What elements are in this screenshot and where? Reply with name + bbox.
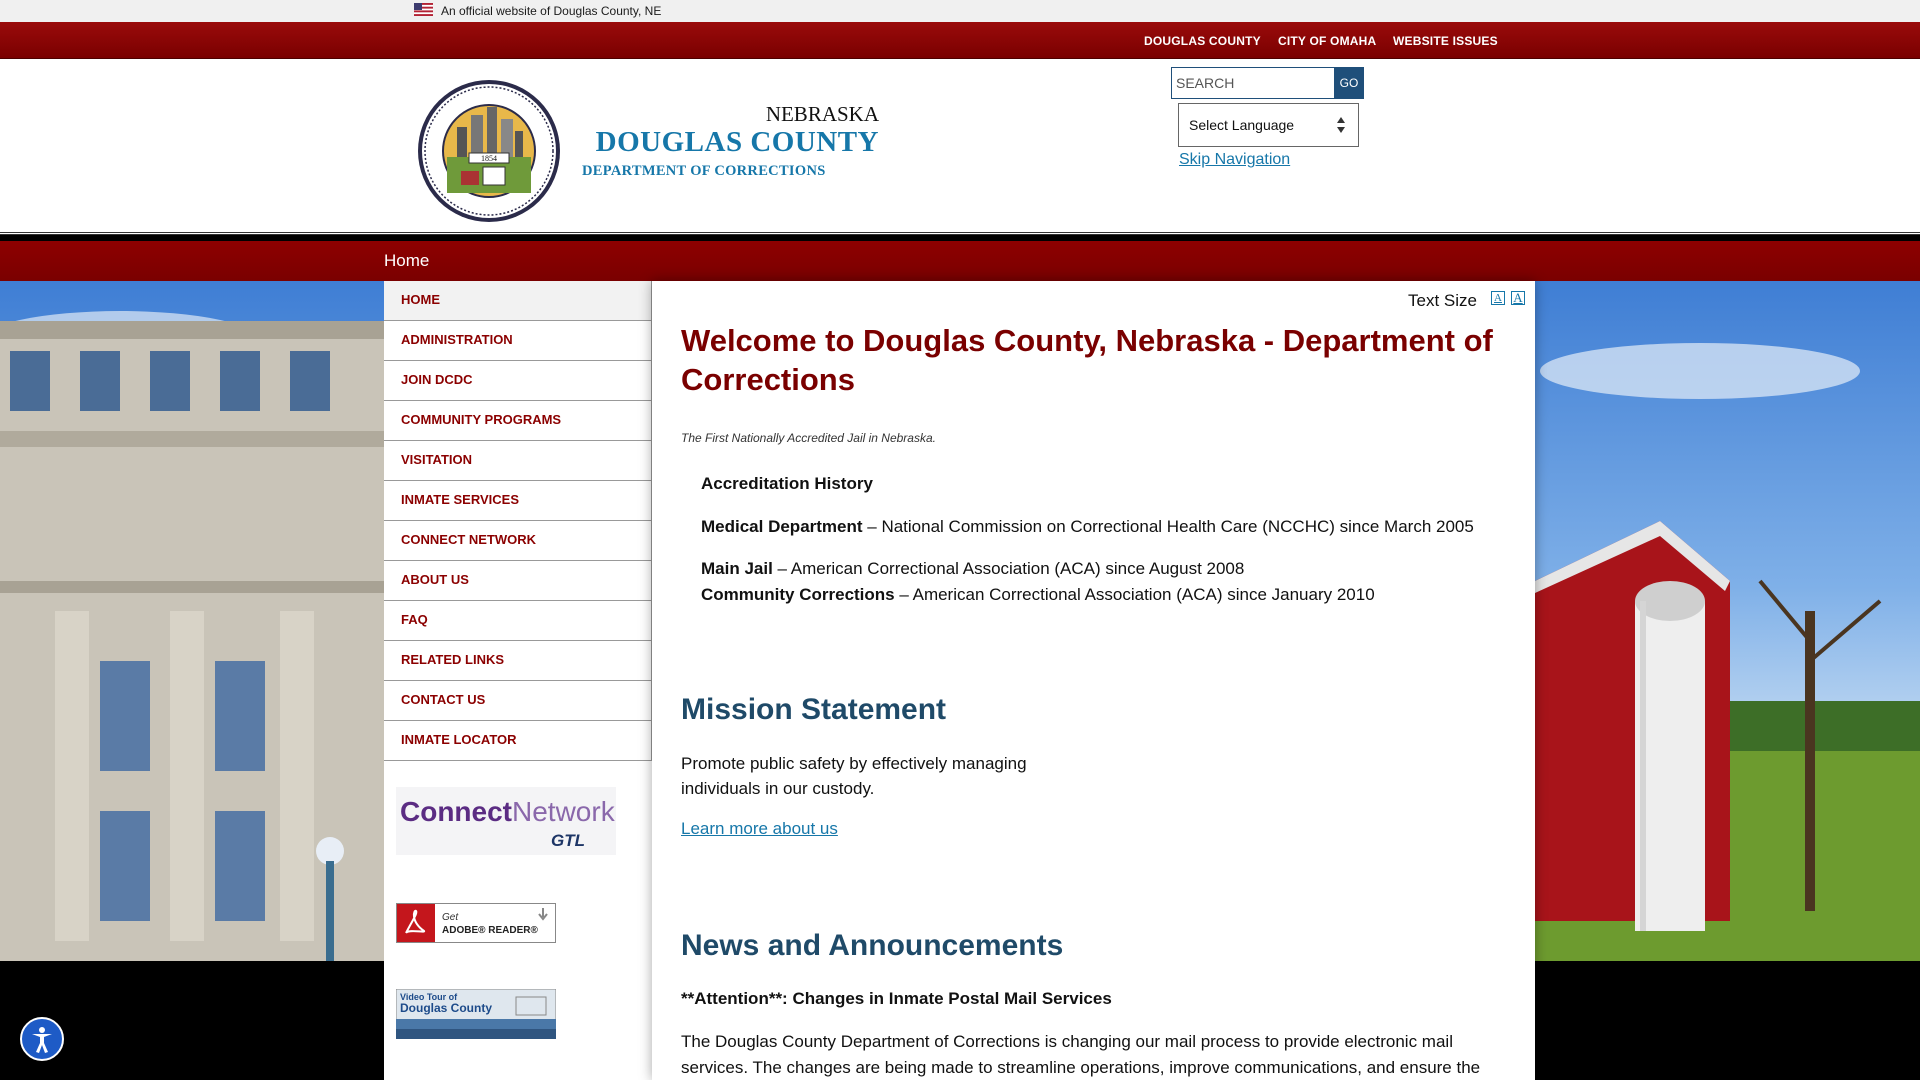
select-arrows-icon — [1336, 115, 1346, 135]
official-site-text: An official website of Douglas County, NE — [441, 4, 662, 18]
sidebar-item-connect-network[interactable]: CONNECT NETWORK — [384, 521, 651, 561]
sidebar-item-related-links[interactable]: RELATED LINKS — [384, 641, 651, 681]
official-site-banner — [0, 0, 1920, 22]
sidebar-item-home[interactable]: HOME — [384, 281, 651, 321]
video-tour-line2: Douglas County — [400, 1001, 492, 1015]
header-department: DEPARTMENT OF CORRECTIONS — [582, 163, 826, 179]
adobe-get-text: Get — [442, 912, 459, 923]
sidebar-item-faq[interactable]: FAQ — [384, 601, 651, 641]
adobe-reader-text: ADOBE® READER® — [442, 925, 538, 936]
accreditation-community-label: Community Corrections — [701, 585, 895, 604]
search-go-button[interactable]: GO — [1334, 67, 1364, 99]
accreditation-community-text: – American Correctional Association (ACA) since January 2010 — [894, 585, 1375, 604]
sidebar-item-join-dcdc[interactable]: JOIN DCDC — [384, 361, 651, 401]
news-attention-heading: **Attention**: Changes in Inmate Postal Mail Services — [681, 989, 1112, 1008]
sidebar-item-administration[interactable]: ADMINISTRATION — [384, 321, 651, 361]
skip-navigation-link[interactable]: Skip Navigation — [1179, 151, 1291, 168]
seal-year-text: 1854 — [481, 154, 497, 163]
breadcrumb-home[interactable]: Home — [384, 251, 430, 270]
accreditation-community — [701, 585, 1375, 605]
accreditation-medical — [701, 517, 1474, 537]
learn-more-link[interactable]: Learn more about us — [681, 819, 838, 838]
language-select-value: Select Language — [1189, 117, 1295, 133]
video-tour-banner[interactable] — [396, 989, 556, 1039]
sidebar-item-about-us[interactable]: ABOUT US — [384, 561, 651, 601]
top-nav-city-of-omaha[interactable]: CITY OF OMAHA — [1278, 34, 1377, 48]
breadcrumb-bar — [0, 241, 1920, 281]
top-navigation — [0, 22, 1920, 59]
text-size-small-button[interactable]: A — [1491, 291, 1505, 305]
mission-title: Mission Statement — [681, 693, 947, 726]
accessibility-button[interactable] — [20, 1017, 64, 1061]
sidebar-item-visitation[interactable]: VISITATION — [384, 441, 651, 481]
header-county[interactable]: DOUGLAS COUNTY — [595, 126, 879, 158]
accreditation-main-jail-text: – American Correctional Association (ACA) since August 2008 — [772, 559, 1245, 578]
sidebar — [384, 281, 652, 1080]
mission-text: Promote public safety by effectively managing individuals in our custody. — [681, 754, 1027, 798]
text-size-large-button[interactable]: A — [1511, 291, 1525, 305]
sidebar-item-inmate-locator[interactable]: INMATE LOCATOR — [384, 721, 651, 761]
top-nav-website-issues[interactable]: WEBSITE ISSUES — [1393, 34, 1498, 48]
site-header — [0, 59, 1920, 235]
sidebar-item-inmate-services[interactable]: INMATE SERVICES — [384, 481, 651, 521]
connect-network-sub: GTL — [551, 831, 585, 850]
accreditation-main-jail — [701, 559, 1244, 579]
get-adobe-reader-button[interactable] — [396, 903, 556, 943]
county-seal-logo[interactable] — [417, 79, 561, 223]
main-content — [652, 281, 1535, 1080]
accreditation-main-jail-label: Main Jail — [701, 559, 773, 578]
tagline: The First Nationally Accredited Jail in Nebraska. — [681, 431, 936, 445]
news-body-text: The Douglas County Department of Corrections is changing our mail process to provide electronic mail services. The changes are being made to streamline operations, improve communications, and ensure the — [681, 1032, 1481, 1077]
side-menu — [384, 281, 652, 761]
page-title: Welcome to Douglas County, Nebraska - Department of Corrections — [681, 323, 1493, 397]
accreditation-medical-label: Medical Department — [701, 517, 863, 536]
connect-network-word1: Connect — [400, 796, 512, 827]
accreditation-medical-text: – National Commission on Correctional Health Care (NCCHC) since March 2005 — [862, 517, 1474, 536]
connect-network-banner[interactable] — [396, 787, 616, 855]
search-input[interactable] — [1171, 67, 1335, 99]
top-nav-douglas-county[interactable]: DOUGLAS COUNTY — [1144, 34, 1261, 48]
language-select[interactable] — [1178, 103, 1359, 147]
news-title: News and Announcements — [681, 929, 1064, 962]
accreditation-title: Accreditation History — [701, 474, 873, 493]
sidebar-item-community-programs[interactable]: COMMUNITY PROGRAMS — [384, 401, 651, 441]
sidebar-item-contact-us[interactable]: CONTACT US — [384, 681, 651, 721]
header-state: NEBRASKA — [765, 102, 879, 126]
connect-network-word2: Network — [512, 796, 615, 827]
accessibility-icon — [22, 1019, 62, 1059]
video-tour-line1: Video Tour of — [400, 992, 458, 1002]
us-flag-icon — [414, 3, 433, 16]
text-size-label: Text Size — [1408, 291, 1477, 310]
